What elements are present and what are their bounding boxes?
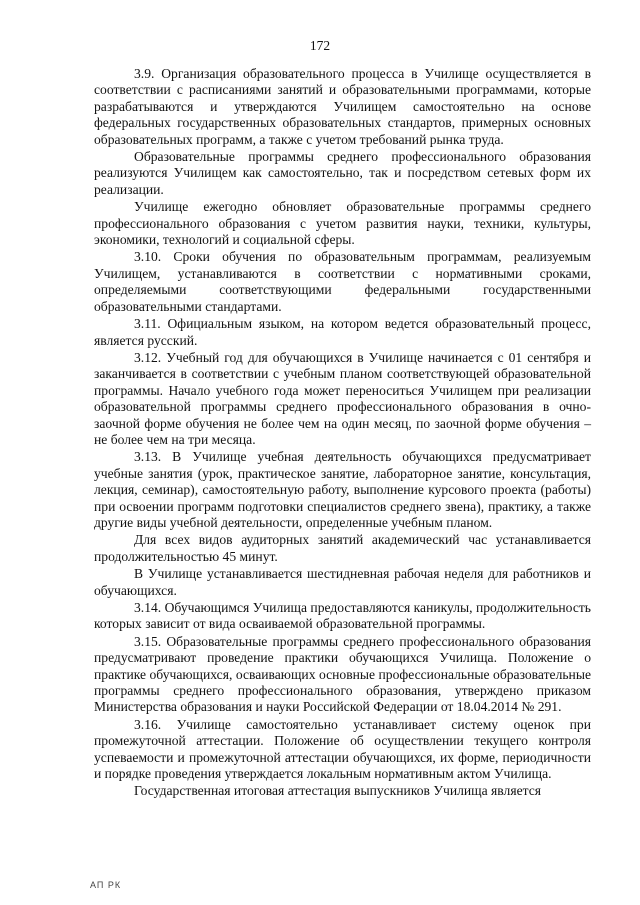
paragraph-3-14: 3.14. Обучающимся Училища предоставляются каникулы, продолжительность которых зависит от вида осваиваемой образовательной программы. (94, 600, 591, 632)
paragraph-six-day-week: В Училище устанавливается шестидневная рабочая неделя для работников и обучающихся. (94, 566, 591, 598)
paragraph-3-13: 3.13. В Училище учебная деятельность обучающихся предусматривает учебные занятия (урок, практическое занятие, лабораторное занятие, консультация, лекция, семинар), самостоятельную работу, выполнение курсового проекта (работы) при освоении программ подготовки специалистов среднего звена), практику, а также другие виды учебной деятельности, определенные учебным планом. (94, 449, 591, 530)
page-number: 172 (309, 38, 331, 53)
paragraph-3-9: 3.9. Организация образовательного процесса в Училище осуществляется в соответствии с расписаниями занятий и образовательными программами, которые разрабатываются и утверждаются Училищем самостоятельно на основе федеральных государственных образовательных стандартов, примерных основных образовательных программ, а также с учетом требований рынка труда. (94, 66, 591, 147)
paragraph-3-12: 3.12. Учебный год для обучающихся в Училище начинается с 01 сентября и заканчивается в соответствии с учебным планом соответствующей образовательной программы. Начало учебного года может переноситься Училищем при реализации образовательной программы среднего профессионального образования в очно-заочной форме обучения не более чем на один месяц, по заочной форме обучения – не более чем на три месяца. (94, 349, 591, 447)
paragraph-annual-update: Училище ежегодно обновляет образовательные программы среднего профессионального образования с учетом развития науки, техники, культуры, экономики, технологий и социальной сферы. (94, 199, 591, 248)
paragraph-3-15: 3.15. Образовательные программы среднего профессионального образования предусматривают проведение практики обучающихся Училища. Положение о практике обучающихся, осваивающих основные профессиональные образовательные программы среднего профессионального образования, утверждено приказом Министерства образования и науки Российской Федерации от 18.04.2014 № 291. (94, 633, 591, 715)
paragraph-3-16: 3.16. Училище самостоятельно устанавливает систему оценок при промежуточной аттестации. Положение об осуществлении текущего контроля успеваемости и промежуточной аттестации обучающихся, их форме, периодичности и порядке проведения утверждается локальным нормативным актом Училища. (94, 716, 591, 782)
paragraph-final-attestation: Государственная итоговая аттестация выпускников Училища является (134, 783, 542, 799)
document-body (94, 66, 591, 801)
paragraph-academic-hour: Для всех видов аудиторных занятий академический час устанавливается продолжительностью 45 минут. (94, 532, 591, 564)
paragraph-network-forms: Образовательные программы среднего профессионального образования реализуются Училищем как самостоятельно, так и посредством сетевых форм их реализации. (94, 149, 591, 197)
paragraph-3-10: 3.10. Сроки обучения по образовательным программам, реализуемым Училищем, устанавливаются в соответствии с нормативными сроками, определяемыми соответствующими федеральными государственными образовательными стандартами. (94, 249, 591, 314)
paragraph-3-11: 3.11. Официальным языком, на котором ведется образовательный процесс, является русский. (94, 316, 591, 348)
footer-stamp-mark: АП РК (90, 880, 122, 890)
